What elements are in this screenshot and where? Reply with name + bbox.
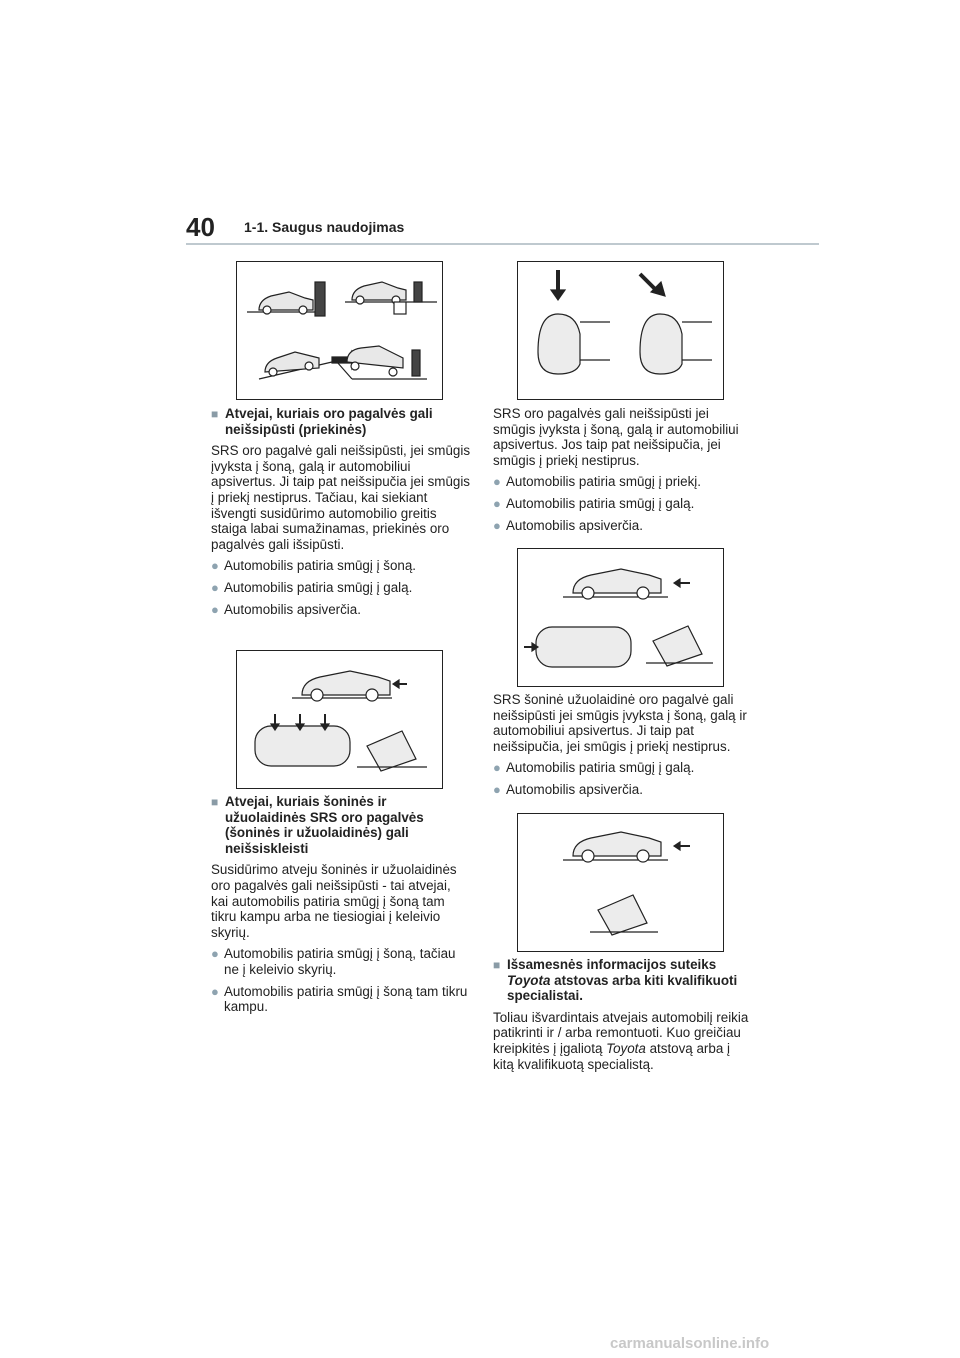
list-item: ● Automobilis patiria smūgį į priekį.: [493, 474, 701, 490]
paragraph: SRS oro pagalvė gali neišsipūsti, jei smūgis įvyksta į šoną, galą ir automobiliui apsivertus. Ji taip pat neišsipučia jei smūgis į priekį nestiprus. Tačiau, kai siekiant išvengti susidūrimo automobilio greitis staiga labai sumažinamas, priekinės oro pagalvės gali išsipūsti.: [211, 443, 471, 552]
list-item: ● Automobilis patiria smūgį į šoną tam tikru kampu.: [211, 983, 468, 1015]
figure-frontal-nondeploy: [236, 261, 443, 400]
chapter-title: 1-1. Saugus naudojimas: [244, 219, 405, 235]
circle-bullet-icon: ●: [493, 517, 501, 533]
right-column-lower: [493, 957, 753, 1072]
list-item: ● Automobilis patiria smūgį į galą.: [493, 760, 695, 776]
side-impact-illustration: [518, 262, 723, 399]
watermark: carmanualsonline.info: [610, 1335, 770, 1352]
circle-bullet-icon: ●: [493, 495, 501, 511]
rear-rollover-illustration: [518, 549, 723, 686]
section-heading-side: [211, 794, 471, 856]
list-item: ● Automobilis apsiverčia.: [493, 517, 643, 533]
header-divider: [186, 243, 819, 245]
paragraph: Toliau išvardintais atvejais automobilį reikia patikrinti ir / arba remontuoti. Kuo greičiau kreipkitės į įgaliotą Toyota atstovą arba į kitą kvalifikuotą specialistą.: [493, 1009, 749, 1072]
figure-side-impact: [517, 261, 724, 400]
square-bullet-icon: ■: [493, 958, 501, 972]
paragraph: SRS šoninė užuolaidinė oro pagalvė gali neišsipūsti jei smūgis įvyksta į šoną, galą ir automobiliui apsivertus. Ji taip pat neišsipučia, jei smūgis į priekį nestiprus.: [493, 692, 747, 754]
circle-bullet-icon: ●: [493, 760, 501, 776]
list-item: ● Automobilis patiria smūgį į galą.: [211, 579, 413, 595]
circle-bullet-icon: ●: [211, 983, 219, 999]
rear-rollover-illustration-2: [518, 814, 723, 951]
side-cases-illustration: [237, 651, 442, 788]
paragraph: Susidūrimo atveju šoninės ir užuolaidinės oro pagalvės gali neišsipūsti - tai atvejai, kai automobilis patiria smūgį į šoną tam tikru kampu arba ne tiesiogiai į keleivio skyrių.: [211, 862, 457, 940]
figure-rear-rollover: [517, 548, 724, 687]
figure-side-nondeploy-left: [236, 650, 443, 789]
list-item: ● Automobilis apsiverčia.: [493, 781, 643, 797]
left-column: [211, 406, 471, 617]
list-item: ● Automobilis apsiverčia.: [211, 601, 361, 617]
section-heading-frontal: [211, 406, 471, 437]
right-column-middle: [493, 692, 753, 798]
paragraph: SRS oro pagalvės gali neišsipūsti jei smūgis įvyksta į šoną, galą ir automobiliui apsivertus. Jos taip pat neišsipučia, jei smūgis į priekį nestiprus.: [493, 406, 739, 468]
page-number: 40: [186, 212, 215, 242]
section-heading-inspection: [493, 957, 753, 1004]
circle-bullet-icon: ●: [493, 781, 501, 797]
heading-text: Atvejai, kuriais oro pagalvės gali neišsipūsti (priekinės): [225, 406, 433, 437]
right-column: [493, 406, 753, 533]
circle-bullet-icon: ●: [211, 946, 219, 962]
list-item: ● Automobilis patiria smūgį į galą.: [493, 495, 695, 511]
square-bullet-icon: ■: [211, 795, 219, 809]
circle-bullet-icon: ●: [211, 558, 219, 574]
list-item: ● Automobilis patiria smūgį į šoną, tačiau ne į keleivio skyrių.: [211, 946, 456, 977]
left-column-lower: [211, 794, 471, 1015]
figure-rear-rollover-2: [517, 813, 724, 952]
heading-text: Išsamesnės informacijos suteiks Toyota atstovas arba kiti kvalifikuoti specialistai.: [507, 957, 738, 1004]
circle-bullet-icon: ●: [211, 579, 219, 595]
list-item: ● Automobilis patiria smūgį į šoną.: [211, 558, 417, 574]
frontal-cases-illustration: [237, 262, 442, 399]
circle-bullet-icon: ●: [211, 601, 219, 617]
heading-text: Atvejai, kuriais šoninės ir užuolaidinės SRS oro pagalvės (šoninės ir užuolaidinės) gali neišsiskleisti: [225, 794, 424, 856]
square-bullet-icon: ■: [211, 407, 219, 421]
circle-bullet-icon: ●: [493, 474, 501, 490]
